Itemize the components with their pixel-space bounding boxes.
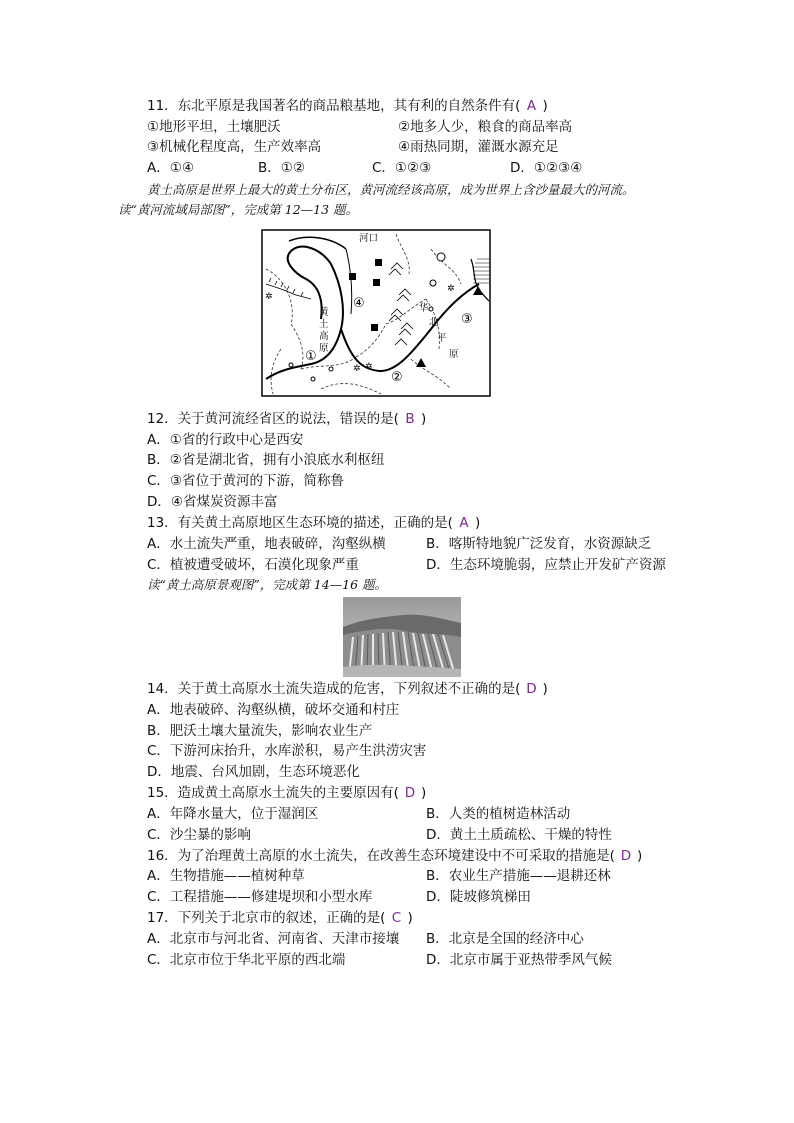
map-marker-2: ②	[391, 370, 403, 385]
q13-option-b: B．喀斯特地貌广泛发育，水资源缺乏	[426, 536, 652, 552]
yellow-river-basin-map	[261, 229, 491, 397]
q13-option-a: A．水土流失严重，地表破碎，沟壑纵横	[147, 536, 386, 552]
q12-stem-text: 12．关于黄河流经省区的说法，错误的是(	[147, 411, 399, 427]
q11-answer: A	[526, 98, 537, 114]
q11-choice-a: A．①④	[147, 160, 194, 176]
map-label-yuan: 原	[319, 343, 329, 354]
q13-answer: A	[459, 515, 469, 531]
q11-statement-3: ③机械化程度高，生产效率高	[147, 139, 322, 155]
map-label-hua: 华	[419, 303, 429, 314]
q12-close: )	[420, 411, 427, 427]
q11-stem	[147, 96, 548, 116]
q15-option-a: A．年降水量大，位于湿润区	[147, 806, 319, 822]
q12-answer: B	[405, 411, 415, 427]
q15-option-c: C．沙尘暴的影响	[147, 827, 251, 843]
q12-option-c: C．③省位于黄河的下游，简称鲁	[147, 473, 345, 489]
map-marker-3: ③	[461, 312, 473, 327]
q11-choice-b: B．①②	[258, 160, 305, 176]
q11-choice-d: D．①②③④	[510, 160, 583, 176]
q12-option-a: A．①省的行政中心是西安	[147, 432, 304, 448]
q16-option-a: A．生物措施——植树种草	[147, 868, 305, 884]
q15-option-b: B．人类的植树造林活动	[426, 806, 571, 822]
map-label-huang: 黄	[319, 307, 329, 318]
intro-yellow-river-line2: 读“黄河流域局部图”，完成第 12—13 题。	[118, 202, 359, 217]
q15-answer: D	[404, 785, 416, 801]
q17-stem-text: 17．下列关于北京市的叙述，正确的是(	[147, 910, 386, 926]
q17-option-b: B．北京是全国的经济中心	[426, 931, 584, 947]
q17-stem	[147, 908, 413, 928]
q14-close: )	[542, 681, 548, 697]
svg-text:✲: ✲	[353, 364, 361, 374]
map-label-bei: 北	[429, 317, 439, 328]
q11-statement-4: ④雨热同期，灌溉水源充足	[398, 139, 559, 155]
svg-text:✲: ✲	[447, 284, 455, 294]
q14-option-c: C．下游河床抬升，水库淤积，易产生洪涝灾害	[147, 743, 427, 759]
q13-stem-text: 13．有关黄土高原地区生态环境的描述，正确的是(	[147, 515, 453, 531]
q17-close: )	[407, 910, 413, 926]
map-label-ping: 平	[437, 333, 447, 344]
q12-option-d: D．④省煤炭资源丰富	[147, 494, 278, 510]
intro-yellow-river-line1: 黄土高原是世界上最大的黄土分布区，黄河流经该高原，成为世界上含沙量最大的河流。	[147, 182, 635, 197]
intro-loess-landscape: 读“黄土高原景观图”，完成第 14—16 题。	[147, 577, 388, 592]
map-marker-4: ④	[353, 296, 365, 311]
q14-option-a: A．地表破碎、沟壑纵横，破坏交通和村庄	[147, 702, 400, 718]
q11-statement-2: ②地多人少，粮食的商品率高	[398, 119, 573, 135]
q16-stem-text: 16．为了治理黄土高原的水土流失，在改善生态环境建设中不可采取的措施是(	[147, 848, 615, 864]
map-label-tu: 土	[319, 319, 329, 330]
q13-close: )	[474, 515, 481, 531]
q11-choice-c: C．①②③	[372, 160, 432, 176]
q15-option-d: D．黄土土质疏松、干燥的特性	[426, 827, 612, 843]
q13-option-c: C．植被遭受破坏，石漠化现象严重	[147, 557, 359, 573]
q16-option-d: D．陡坡修筑梯田	[426, 889, 531, 905]
q12-option-b: B．②省是湖北省，拥有小浪底水利枢纽	[147, 452, 385, 468]
q16-option-c: C．工程措施——修建堤坝和小型水库	[147, 889, 373, 905]
map-marker-1: ①	[305, 349, 317, 364]
q14-stem-text: 14．关于黄土高原水土流失造成的危害，下列叙述不正确的是(	[147, 681, 521, 697]
q15-stem-text: 15．造成黄土高原水土流失的主要原因有(	[147, 785, 399, 801]
q15-close: )	[420, 785, 427, 801]
q13-stem	[147, 513, 480, 533]
q17-option-d: D．北京市属于亚热带季风气候	[426, 952, 612, 968]
q11-close: )	[542, 98, 548, 114]
q11-statement-1: ①地形平坦，土壤肥沃	[147, 119, 281, 135]
q11-stem-text: 11．东北平原是我国著名的商品粮基地，其有利的自然条件有(	[147, 98, 521, 114]
q14-option-d: D．地震、台风加剧，生态环境恶化	[147, 764, 360, 780]
svg-text:✲: ✲	[365, 362, 373, 372]
q12-stem	[147, 409, 426, 429]
q16-option-b: B．农业生产措施——退耕还林	[426, 868, 611, 884]
q14-answer: D	[526, 681, 537, 697]
loess-plateau-landscape-image	[343, 597, 461, 677]
q17-option-a: A．北京市与河北省、河南省、天津市接壤	[147, 931, 400, 947]
q16-answer: D	[620, 848, 632, 864]
q16-stem	[147, 846, 642, 866]
q15-stem	[147, 783, 426, 803]
q17-option-c: C．北京市位于华北平原的西北端	[147, 952, 346, 968]
q16-close: )	[636, 848, 643, 864]
map-label-yuan2: 原	[449, 349, 459, 360]
q14-stem	[147, 679, 548, 699]
q14-option-b: B．肥沃土壤大量流失，影响农业生产	[147, 723, 373, 739]
map-label-gao: 高	[319, 331, 329, 342]
q13-option-d: D．生态环境脆弱，应禁止开发矿产资源	[426, 557, 666, 573]
svg-text:✲: ✲	[265, 292, 273, 302]
map-label-hekou: 河口	[359, 233, 379, 244]
q17-answer: C	[391, 910, 402, 926]
